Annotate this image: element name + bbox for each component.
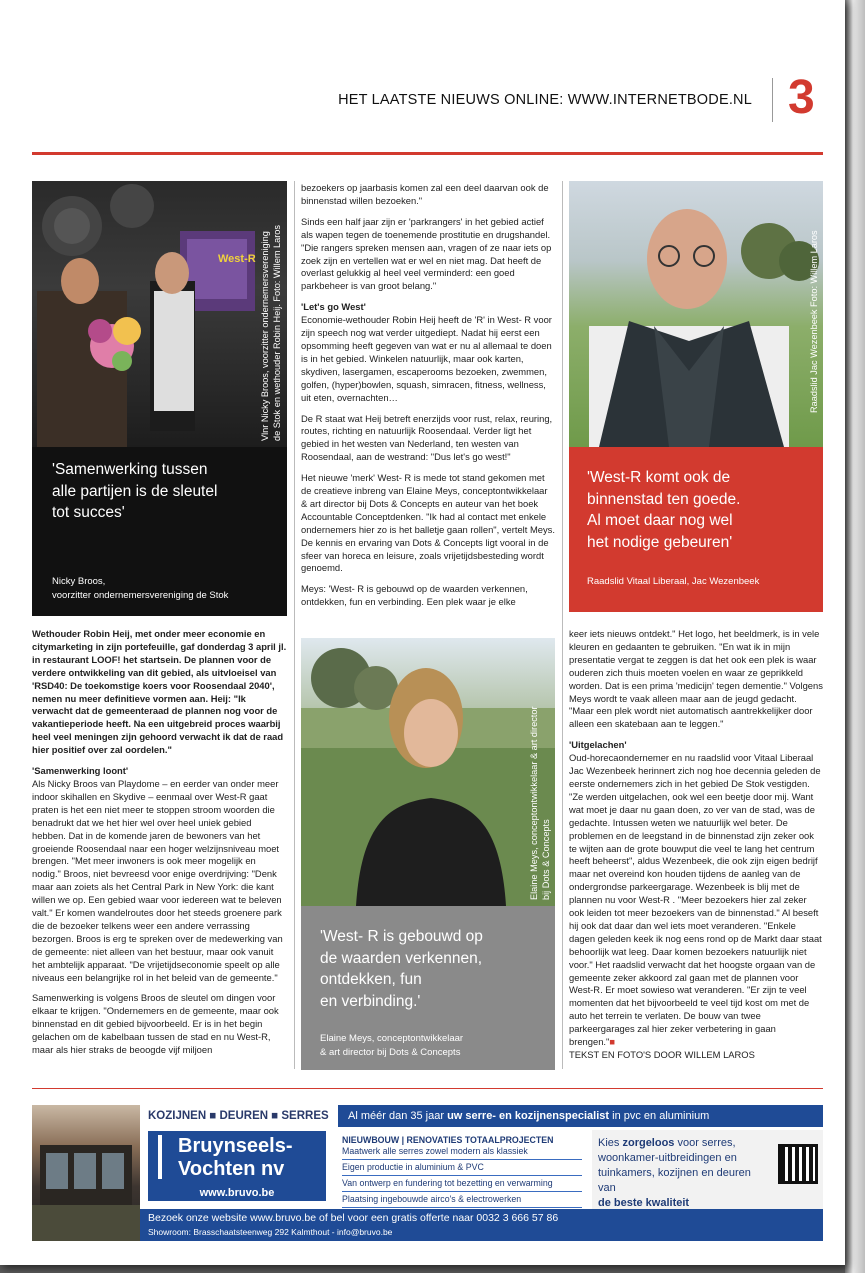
quote-box-wezenbeek <box>569 447 823 612</box>
bruvo-logo-mark <box>158 1135 172 1179</box>
paragraph: De R staat wat Heij betreft enerzijds voor rust, relax, reuring, routes, richting en natuurlijk Roosendaal. Verder ligt het gebied in het westen van Nederland, ten westen van Roosendaal, aan de westrand: "Dus let's go west!" <box>301 412 553 463</box>
quote-text-meys: 'West- R is gebouwd op de waarden verkennen, ontdekken, fun en verbinding.' <box>320 928 483 1010</box>
advertisement-rule <box>32 1088 823 1089</box>
header-divider <box>772 78 773 122</box>
photo-elaine-meys <box>301 638 555 906</box>
end-mark: ■ <box>609 1036 616 1048</box>
subheading-uitgelachen: 'Uitgelachen' <box>569 739 627 751</box>
paragraph: bezoekers op jaarbasis komen zal een deel daarvan ook de binnenstad willen bezoeken." <box>301 182 549 206</box>
photo-caption-wezenbeek: Raadslid Jac Wezenbeek Foto: Willem Laros <box>809 230 819 413</box>
article-column-2 <box>301 182 555 617</box>
bruvo-logo-line2: Vochten nv <box>178 1158 285 1180</box>
column-divider <box>294 181 295 1069</box>
ad-photo-veranda <box>32 1105 140 1241</box>
ad-pitch-text <box>598 1136 758 1211</box>
qr-code-icon[interactable] <box>778 1144 818 1184</box>
header-rule <box>32 152 823 155</box>
ad-pitch-quality: de beste kwaliteit <box>598 1197 690 1209</box>
article-lead: Wethouder Robin Heij, met onder meer economie en citymarketing in zijn portefeuille, gaf donderdag 3 april jl. in restaurant LOOF! het startsein. De plannen voor de verdere ontwikkeling van dit gebied, als uitvloeisel van 'RSD40: De toekomstige koers voor Roosendaal 2040', nemen nu meer definitieve vormen aan. Heij: "Ik verwacht dat de gemeenteraad de plannen nog voor de vakantieperiode heeft. Na een uitgebreid proces waarbij heel veel meningen zijn gehoord verwacht ik dat de raad hier positief over zal oordelen." <box>32 628 287 756</box>
header-title: HET LAATSTE NIEUWS ONLINE: WWW.INTERNETBODE.NL <box>338 92 752 108</box>
paragraph: Het nieuwe 'merk' West- R is mede tot stand gekomen met de creatieve inbreng van Elaine Meys, conceptontwikkelaar & art director bij Dots & Concepts en auteur van het boek Accountable Conceptdenken. "Ik had al contact met enkele ondernemers hier zo is het balletje gaan rollen", vertelt Meys. De kennis en ervaring van Dots & Concepts ligt vooral in de sfeer van horeca en leisure, zoals vrijetijdsbesteding wordt genoemd. <box>301 472 555 574</box>
paragraph: Meys: 'West- R is gebouwd op de waarden verkennen, ontdekken, fun en verbinding. Een plek waar je elke <box>301 583 528 608</box>
quote-text-broos: 'Samenwerking tussen alle partijen is de sleutel tot succes' <box>52 461 218 521</box>
subheading-lets-go-west: 'Let's go West' <box>301 301 366 313</box>
ad-top-bar <box>140 1105 823 1127</box>
photo-caption-broos-heij: Vlnr Nicky Broos, voorzitter ondernemersvereniging de Stok en wethouder Robin Heij. Foto: Willem Laros <box>260 224 282 441</box>
ad-pitch-bold: zorgeloos <box>622 1137 675 1149</box>
article-column-1 <box>32 628 287 1065</box>
article-column-3 <box>569 628 823 1070</box>
bruvo-logo-line1: Bruynseels- <box>178 1135 293 1157</box>
ad-pitch-start: Kies <box>598 1137 623 1149</box>
quote-author-wezenbeek: Raadslid Vitaal Liberaal, Jac Wezenbeek <box>587 576 760 587</box>
ad-pitch-mid: voor serres, woonkamer-uitbreidingen en tuinkamers, kozijnen en deuren van <box>598 1137 751 1194</box>
ad-services-heading-sub: Maatwerk alle serres zowel modern als klassiek <box>342 1146 528 1156</box>
photo-jac-wezenbeek <box>569 181 823 447</box>
ad-contact-bar <box>140 1209 823 1241</box>
column-divider <box>562 181 563 1069</box>
page-edge <box>845 0 865 1273</box>
paragraph: Samenwerking is volgens Broos de sleutel om dingen voor elkaar te krijgen. "Ondernemers en de gemeente, maar ook binnenstad en dit gebied bijvoorbeeld. Er is in het begin gelachen om de kabelbaan tussen de stad en nu West-R, maar als hier straks de beoogde vijf miljoen <box>32 992 279 1056</box>
article-credit: TEKST EN FOTO'S DOOR WILLEM LAROS <box>569 1049 755 1060</box>
ad-pitch-box <box>592 1130 823 1210</box>
quote-text-wezenbeek: 'West-R komt ook de binnenstad ten goede. Al moet daar nog wel het nodige gebeuren' <box>587 469 741 551</box>
quote-box-broos <box>32 447 287 616</box>
screen-brand-text: West-R <box>218 253 256 265</box>
paragraph: Economie-wethouder Robin Heij heeft de 'R' in West- R voor zijn speech nog wat verder uitgediept. Nadat hij eerst een opsomming heeft gegeven van wat er nu al allemaal te doen is in het gebied. Winkelen natuurlijk, maar ook karten, skydiven, lasergamen, escaperooms bezoeken, zwemmen, golfen, (hyper)bowlen, squash, simracen, fitness, wellness, uit eten, overnachten… <box>301 314 552 403</box>
quote-author-broos: Nicky Broos, voorzitter ondernemersvereniging de Stok <box>52 576 229 601</box>
photo-broos-heij <box>32 181 287 447</box>
ad-services-heading <box>342 1133 582 1160</box>
ad-tagline-bold: uw serre- en kozijnenspecialist <box>447 1110 610 1122</box>
ad-tagline-start: Al méér dan 35 jaar <box>348 1110 448 1122</box>
ad-services-heading-text: NIEUWBOUW | RENOVATIES TOTAALPROJECTEN <box>342 1135 554 1145</box>
paragraph: keer iets nieuws ontdekt." Het logo, het beeldmerk, is in vele kleuren en gedaanten te gebruiken. "En wat ik in mijn presentatie vergat te zeggen is dat het ook een plek is waar ouderen zich thuis moeten voelen en waar ze geprikkeld worden. Dat is een prima 'medicijn' tegen dementie." Volgens Meys wordt te vaak alleen maar aan de jeugd gedacht. "Maar een plek wordt niet automatisch aantrekkelijker door alleen een skatebaan aan te leggen." <box>569 628 823 730</box>
ad-services-list <box>342 1133 582 1208</box>
ad-service-item: Van ontwerp en fundering tot bezetting en verwarming <box>342 1176 582 1192</box>
paragraph <box>569 752 823 1049</box>
advertisement-bruvo <box>32 1105 823 1241</box>
quote-box-meys <box>301 906 555 1070</box>
paragraph: Sinds een half jaar zijn er 'parkrangers' in het gebied actief als wapen tegen de toenemende prostitutie en drugshandel. "Die rangers spreken mensen aan, vragen of ze naar iets op zoek zijn en vertellen wat er wel en niet mag. Dat heeft de overlast gelukkig al heel veel verminderd: een goed parkbeheer is van groot belang." <box>301 215 552 292</box>
ad-product-line: KOZIJNEN ■ DEUREN ■ SERRES <box>140 1105 338 1127</box>
photo-caption-meys: Elaine Meys, conceptontwikkelaar & art director bij Dots & Concepts <box>529 706 551 900</box>
ad-tagline-end: in pvc en aluminium <box>609 1110 710 1122</box>
ad-showroom-line: Showroom: Brasschaatsteenweg 292 Kalmthout - info@bruvo.be <box>148 1227 393 1237</box>
quote-author-meys: Elaine Meys, conceptontwikkelaar & art director bij Dots & Concepts <box>320 1033 464 1058</box>
ad-tagline <box>338 1105 823 1127</box>
paragraph: Als Nicky Broos van Playdome – en eerder van onder meer indoor skihallen en Skydive – eenmaal over West-R gaat praten is het een niet meer te stoppen stroom woorden die benadrukt dat we het hier wel over heel uniek gebied hebben. Dat in de komende jaren de bewoners van het groeiende Roosendaal naar een hoger welzijnsniveau moet brengen. "Met meer inwoners is ook meer mogelijk en nodig." Broos, niet bevreesd voor enige overdrijving: "Denk maar aan zoiets als het Central Park in New York: die kant willen we op. Een gebied waar voor iedereen wat te beleven valt." Er komen wandelroutes door het steeds groenere park die de bezoeker telkens weer een andere verrassing bezorgen. Broos is erg te spreken over de medewerking van de gemeente: niet alleen van het bestuur, maar ook vanuit het ambtelijk apparaat. "De vrijetijdseconomie speelt op alle niveaus een belangrijke rol in het beleid van de gemeente." <box>32 777 283 983</box>
ad-contact-line: Bezoek onze website www.bruvo.be of bel voor een gratis offerte naar 0032 3 666 57 86 <box>148 1212 559 1224</box>
page-number: 3 <box>788 71 815 124</box>
paragraph-text: Oud-horecaondernemer en nu raadslid voor Vitaal Liberaal Jac Wezenbeek herinnert zich nog hoe decennia geleden de eerste ondernemers zich in het gebied De Stok vestigden. "Ze werden uitgelachen, ook wel een beetje door mij. Want wat moet je daar nu gaan doen, zo ver van de stad, was de gedachte. Intussen weten we natuurlijk wel beter. De problemen en de leegstand in de binnenstad zijn zeker ook te wijten aan de grote bouwput die veel te lang het centrum heeft beheerst", aldus Wezenbeek, die ook zijn eigen bedrijf maar net overeind kon houden tijdens de aanleg van de ondergrondse parkeergarage. Wezenbeek is blij met de plannen nu voor West-R . "Meer bezoekers hier zal zeker ook leiden tot meer bezoekers van de binnenstad." Al beseft hij ook dat daar dan wel iets moet veranderen. "Enkele dagen geleden keek ik nog eens rond op de Markt daar staat behoorlijk wat leeg. Daar komen bezoekers natuurlijk niet voor." Het raadslid verwacht dat het hoogste orgaan van de gemeente zeker akkoord zal gaan met de plannen voor West-R. Er moet sowieso wat veranderen. "Er zijn te veel momenten dat het bijvoorbeeld te veel tijd kost om met de auto het terrein te verlaten. De bouw van twee parkeergarages zal hier zeker verbetering in gaan brengen." <box>569 752 822 1048</box>
bruvo-url[interactable]: www.bruvo.be <box>148 1185 326 1201</box>
ad-service-item: Plaatsing ingebouwde airco's & electrowerken <box>342 1192 582 1208</box>
subheading-samenwerking: 'Samenwerking loont' <box>32 765 129 777</box>
ad-service-item: Eigen productie in aluminium & PVC <box>342 1160 582 1176</box>
